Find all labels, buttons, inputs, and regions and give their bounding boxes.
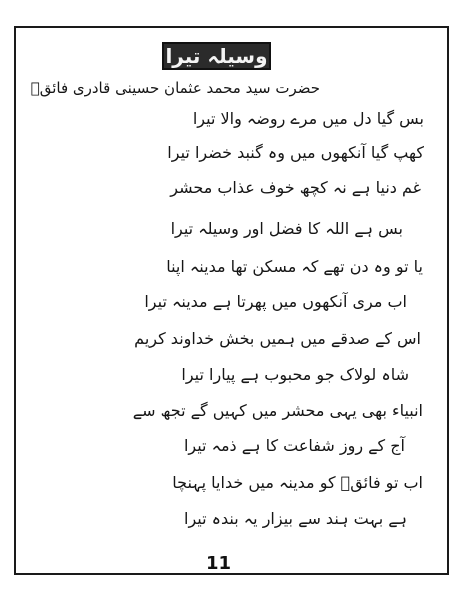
poem-line: ہے بہت ہند سے بیزار یہ بندہ تیرا	[184, 509, 407, 528]
poem-line: شاہ لولاک جو محبوب ہے پیارا تیرا	[181, 365, 409, 384]
poem-line: اب مری آنکھوں میں پھرتا ہے مدینہ تیرا	[144, 292, 407, 311]
poem-line: غم دنیا ہے نہ کچھ خوف عذاب محشر	[170, 178, 421, 197]
poem-line: اس کے صدقے میں ہمیں بخش خداوند کریم	[134, 329, 421, 348]
title-box	[162, 42, 271, 70]
poem-line: انبیاء بھی یہی محشر میں کہیں گے تجھ سے	[132, 401, 423, 420]
page-number: 11	[206, 553, 232, 574]
poet-name: حضرت سید محمد عثمان حسینی قادری فائقؔ	[30, 79, 320, 97]
poem-line: آج کے روز شفاعت کا ہے ذمہ تیرا	[183, 436, 405, 455]
poem-line: اب تو فائقؔ کو مدینہ میں خدایا پہنچا	[172, 473, 423, 492]
poem-line: بس گیا دل میں مرے روضہ والا تیرا	[192, 109, 424, 128]
poem-title: وسیلہ تیرا	[165, 44, 268, 68]
poem-line: کھپ گیا آنکھوں میں وہ گنبد خضرا تیرا	[167, 143, 424, 162]
poem-line: بس ہے اللہ کا فضل اور وسیلہ تیرا	[170, 219, 403, 238]
poem-line: یا تو وہ دن تھے کہ مسکن تھا مدینہ اپنا	[166, 257, 423, 276]
